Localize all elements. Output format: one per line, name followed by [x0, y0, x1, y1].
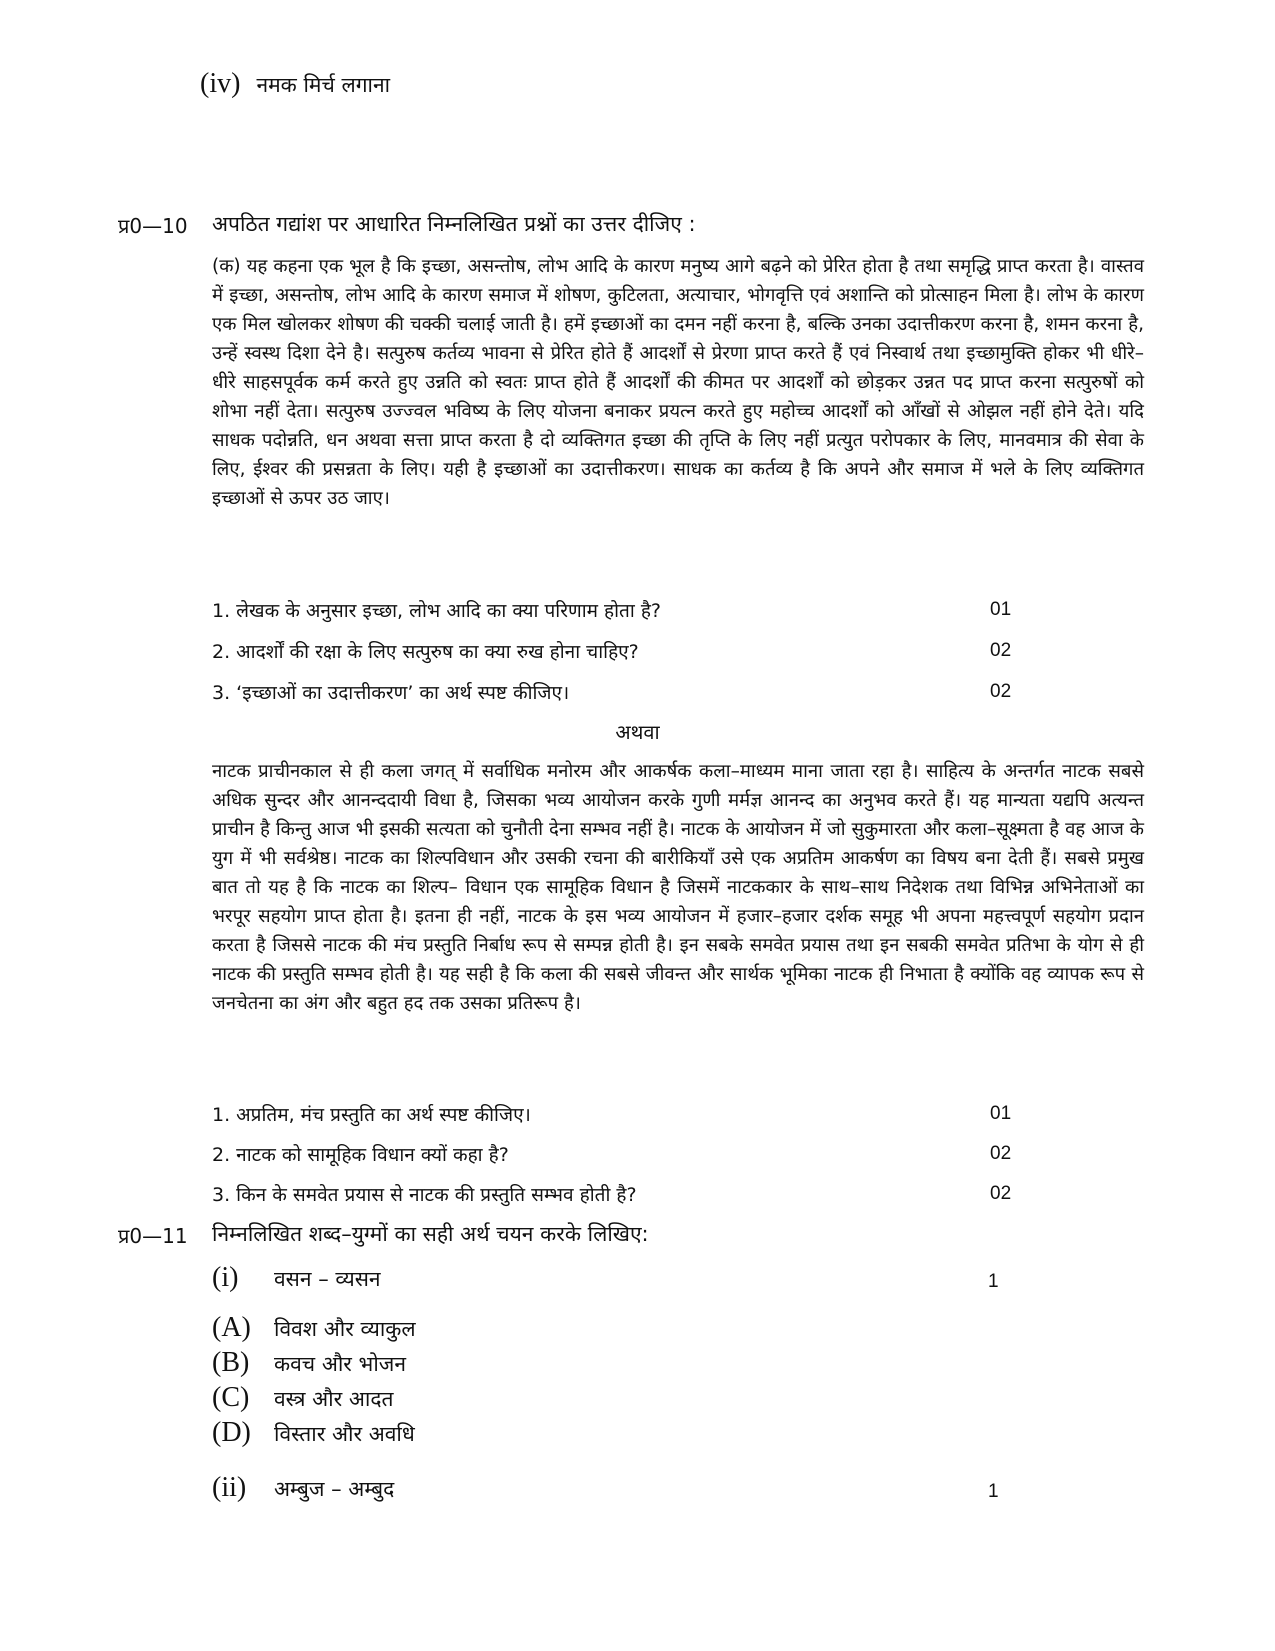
option-d [212, 1417, 415, 1449]
top-item-iv [200, 68, 390, 100]
option-b-text: कवच और भोजन [274, 1352, 407, 1376]
question-10-1: 1. लेखक के अनुसार इच्छा, लोभ आदि का क्या परिणाम होता है? [212, 600, 662, 622]
option-a-letter: (A) [212, 1312, 251, 1343]
marks-10-1: 01 [990, 599, 1012, 620]
passage-2: नाटक प्राचीनकाल से ही कला जगत् में सर्वाधिक मनोरम और आकर्षक कला–माध्यम माना जाता रहा है। साहित्य के अन्तर्गत नाटक सबसे अधिक सुन्दर और आनन्ददायी विधा है, जिसका भव्य आयोजन करके गुणी मर्मज्ञ आनन्द का अनुभव करते हैं। यह मान्यता यद्यपि अत्यन्त प्राचीन है किन्तु आज भी इसकी सत्यता को चुनौती देना सम्भव नहीं है। नाटक के आयोजन में जो सुकुमारता और कला–सूक्ष्मता है वह आज के युग में भी सर्वश्रेष्ठ। नाटक का शिल्पविधान और उसकी रचना की बारीकियाँ उसे एक अप्रतिम आकर्षण का विषय बना देती हैं। सबसे प्रमुख बात तो यह है कि नाटक का शिल्प– विधान एक सामूहिक विधान है जिसमें नाटककार के साथ–साथ निदेशक तथा विभिन्न अभिनेताओं का भरपूर सहयोग प्राप्त होता है। इतना ही नहीं, नाटक के इस भव्य आयोजन में हजार–हजार दर्शक समूह भी अपना महत्त्वपूर्ण सहयोग प्रदान करता है जिससे नाटक की मंच प्रस्तुति निर्बाध रूप से सम्पन्न होती है। इन सबके समवेत प्रयास तथा इन सबकी समवेत प्रतिभा के योग से ही नाटक की प्रस्तुति सम्भव होती है। यह सही है कि कला की सबसे जीवन्त और सार्थक भूमिका नाटक ही निभाता है क्योंकि वह व्यापक रूप से जनचेतना का अंग और बहुत हद तक उसका प्रतिरूप है। [212, 761, 1144, 1014]
option-c-text: वस्त्र और आदत [274, 1387, 394, 1411]
question-number-10: प्र0—10 [118, 214, 188, 238]
item-i-label: (i) [212, 1262, 239, 1293]
item-ii-label: (ii) [212, 1472, 247, 1503]
marks-10b-2: 02 [990, 1143, 1012, 1164]
item-i-text: वसन – व्यसन [274, 1267, 381, 1291]
marks-11-i: 1 [988, 1271, 999, 1292]
question-10b-1: 1. अप्रतिम, मंच प्रस्तुति का अर्थ स्पष्ट कीजिए। [212, 1104, 531, 1126]
marks-10b-1: 01 [990, 1103, 1012, 1124]
option-d-text: विस्तार और अवधि [274, 1422, 415, 1446]
marks-11-ii: 1 [988, 1481, 999, 1502]
option-c-letter: (C) [212, 1382, 250, 1413]
option-a [212, 1312, 416, 1344]
question-10-2: 2. आदर्शों की रक्षा के लिए सत्पुरुष का क्या रुख होना चाहिए? [212, 641, 639, 663]
marks-10-2: 02 [990, 640, 1012, 661]
option-b [212, 1347, 406, 1379]
question-10b-3: 3. किन के समवेत प्रयास से नाटक की प्रस्तुति सम्भव होती है? [212, 1184, 637, 1206]
or-separator: अथवा [615, 720, 660, 744]
option-a-text: विवश और व्याकुल [274, 1317, 416, 1341]
question-11-heading: निम्नलिखित शब्द–युग्मों का सही अर्थ चयन करके लिखिए: [212, 1222, 649, 1246]
question-number-11: प्र0—11 [118, 1224, 188, 1248]
item-ii-text: अम्बुज – अम्बुद [274, 1477, 395, 1501]
marks-10b-3: 02 [990, 1183, 1012, 1204]
option-d-letter: (D) [212, 1417, 251, 1448]
item-ii [212, 1472, 394, 1504]
item-i [212, 1262, 381, 1294]
option-b-letter: (B) [212, 1347, 250, 1378]
question-10-3: 3. ‘इच्छाओं का उदात्तीकरण’ का अर्थ स्पष्ट कीजिए। [212, 682, 570, 704]
item-label: (iv) [200, 68, 241, 99]
question-10-heading: अपठित गद्यांश पर आधारित निम्नलिखित प्रश्नों का उत्तर दीजिए : [212, 212, 696, 236]
option-c [212, 1382, 393, 1414]
item-text: नमक मिर्च लगाना [256, 73, 391, 97]
marks-10-3: 02 [990, 681, 1012, 702]
question-10b-2: 2. नाटक को सामूहिक विधान क्यों कहा है? [212, 1144, 509, 1166]
passage-1: (क) यह कहना एक भूल है कि इच्छा, असन्तोष, लोभ आदि के कारण मनुष्य आगे बढ़ने को प्रेरित होता है तथा समृद्धि प्राप्त करता है। वास्तव में इच्छा, असन्तोष, लोभ आदि के कारण समाज में शोषण, कुटिलता, अत्याचार, भोगवृत्ति एवं अशान्ति को प्रोत्साहन मिला है। लोभ के कारण एक मिल खोलकर शोषण की चक्की चलाई जाती है। हमें इच्छाओं का दमन नहीं करना है, बल्कि उनका उदात्तीकरण करना है, शमन करना है, उन्हें स्वस्थ दिशा देने है। सत्पुरुष कर्तव्य भावना से प्रेरित होते हैं आदर्शों से प्रेरणा प्राप्त करते हैं एवं निस्वार्थ तथा इच्छामुक्ति होकर भी धीरे–धीरे साहसपूर्वक कर्म करते हुए उन्नति को स्वतः प्राप्त होते हैं आदर्शों की कीमत पर आदर्शों को छोड़कर उन्नत पद प्राप्त करना सत्पुरुषों को शोभा नहीं देता। सत्पुरुष उज्ज्वल भविष्य के लिए योजना बनाकर प्रयत्न करते हुए महोच्च आदर्शों को आँखों से ओझल नहीं होने देते। यदि साधक पदोन्नति, धन अथवा सत्ता प्राप्त करता है दो व्यक्तिगत इच्छा की तृप्ति के लिए नहीं प्रत्युत परोपकार के लिए, मानवमात्र की सेवा के लिए, ईश्वर की प्रसन्नता के लिए। यही है इच्छाओं का उदात्तीकरण। साधक का कर्तव्य है कि अपने और समाज में भले के लिए व्यक्तिगत इच्छाओं से ऊपर उठ जाए। [212, 256, 1144, 509]
